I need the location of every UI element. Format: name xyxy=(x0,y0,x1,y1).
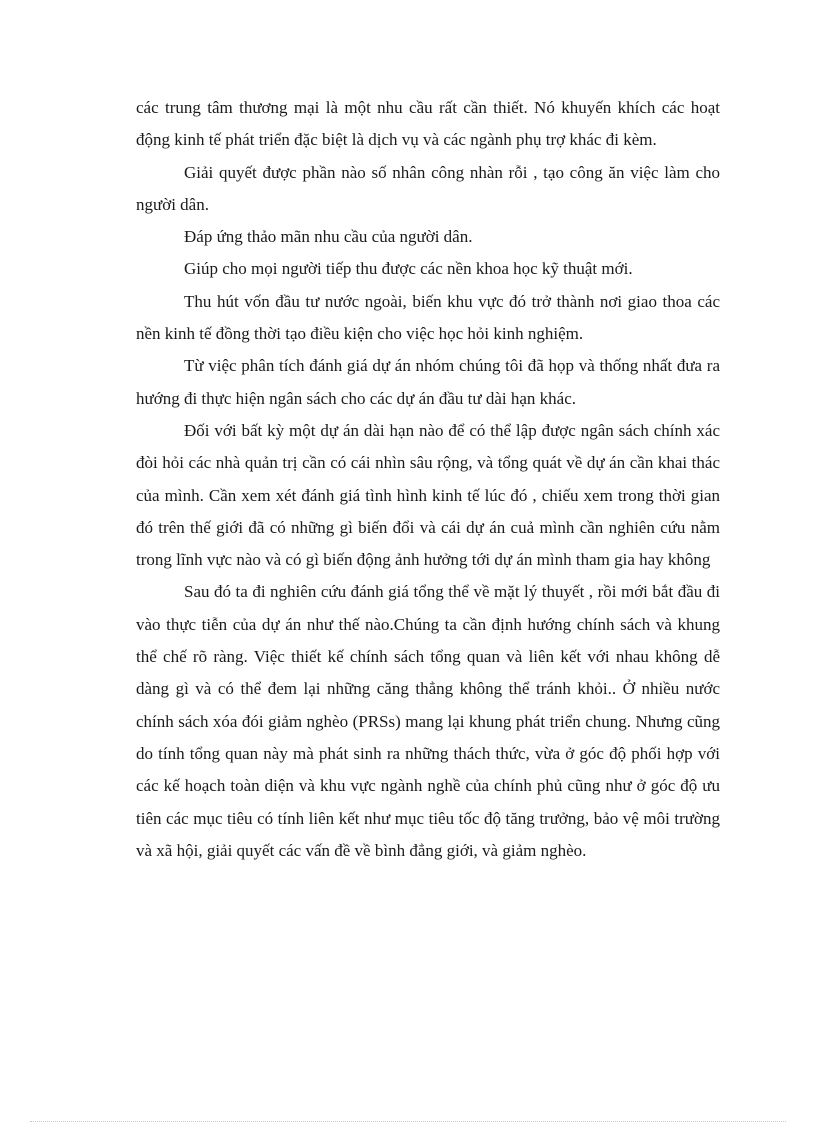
paragraph-2: Giải quyết được phần nào số nhân công nhàn rỗi , tạo công ăn việc làm cho người dân. xyxy=(136,162,720,214)
document-body xyxy=(136,92,720,867)
page-bottom-divider xyxy=(30,1121,786,1122)
paragraph-3: Đáp ứng thảo mãn nhu cầu của người dân. xyxy=(184,227,473,247)
paragraph-7: Đối với bất kỳ một dự án dài hạn nào để có thể lập được ngân sách chính xác đòi hỏi các nhà quản trị cần có cái nhìn sâu rộng, và tổng quát về dự án cần khai thác của mình. Cần xem xét đánh giá tình hình kinh tế lúc đó , chiếu xem trong thời gian đó trên thế giới đã có những gì biến đổi và cái dự án cuả mình cần nghiên cứu nằm trong lĩnh vực nào và có gì biến động ảnh hưởng tới dự án mình tham gia hay không xyxy=(136,420,720,570)
paragraph-4: Giúp cho mọi người tiếp thu được các nền khoa học kỹ thuật mới. xyxy=(184,259,633,279)
paragraph-8: Sau đó ta đi nghiên cứu đánh giá tổng thể về mặt lý thuyết , rồi mới bắt đầu đi vào thực tiễn của dự án như thế nào.Chúng ta cần định hướng chính sách và khung thể chế rõ ràng. Việc thiết kế chính sách tổng quan và liên kết với nhau không dễ dàng gì và có thể đem lại những căng thẳng không thể tránh khỏi.. Ở nhiều nước chính sách xóa đói giảm nghèo (PRSs) mang lại khung phát triển chung. Nhưng cũng do tính tổng quan này mà phát sinh ra những thách thức, vừa ở góc độ phối hợp với các kế hoạch toàn diện và khu vực ngành nghề của chính phủ cũng như ở góc độ ưu tiên các mục tiêu có tính liên kết như mục tiêu tốc độ tăng trưởng, bảo vệ môi trường và xã hội, giải quyết các vấn đề về bình đẳng giới, và giảm nghèo. xyxy=(136,582,720,860)
paragraph-1: các trung tâm thương mại là một nhu cầu rất cần thiết. Nó khuyến khích các hoạt động kinh tế phát triển đặc biệt là dịch vụ và các ngành phụ trợ khác đi kèm. xyxy=(136,98,720,150)
paragraph-5: Thu hút vốn đầu tư nước ngoài, biến khu vực đó trở thành nơi giao thoa các nền kinh tế đồng thời tạo điều kiện cho việc học hỏi kinh nghiệm. xyxy=(136,291,720,344)
paragraph-6: Từ việc phân tích đánh giá dự án nhóm chúng tôi đã họp và thống nhất đưa ra hướng đi thực hiện ngân sách cho các dự án đầu tư dài hạn khác. xyxy=(136,356,720,408)
